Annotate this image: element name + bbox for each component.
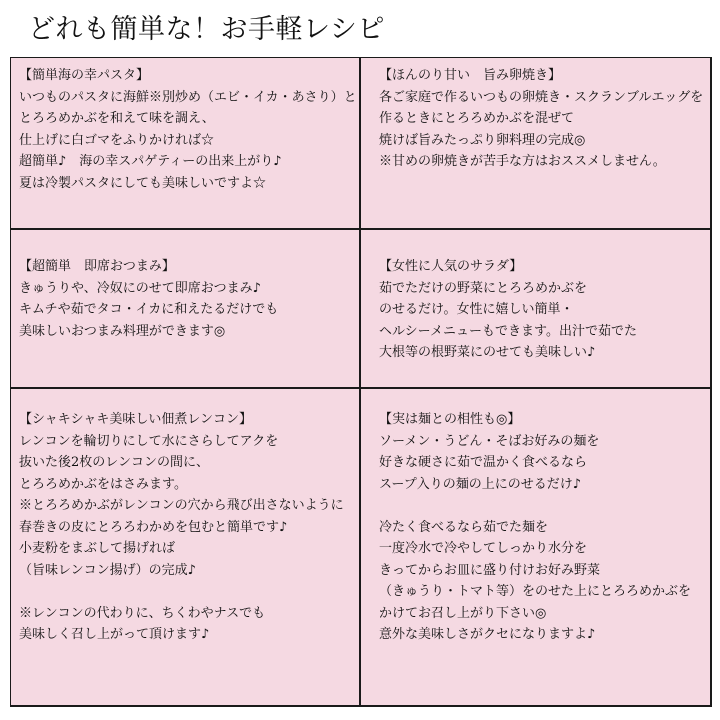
- recipe-text-line: 各ご家庭で作るいつもの卵焼き・スクランブルエッグを: [379, 89, 704, 105]
- recipe-card-instant-snack: [11, 230, 359, 387]
- recipe-text-line: 冷たく食べるなら茹でた麺を: [379, 519, 549, 535]
- recipe-text-line: ※甘めの卵焼きが苦手な方はおススメしません。: [379, 154, 666, 169]
- recipe-card-egg-roll: [361, 58, 710, 228]
- recipe-text-line: 茹でただけの野菜にとろろめかぶを: [379, 280, 588, 296]
- recipe-text-line: いつものパスタに海鮮※別炒め（エビ・イカ・あさり）と: [19, 89, 357, 105]
- recipe-grid: [10, 57, 712, 707]
- recipe-text-line: 意外な美味しさがクセになりますよ♪: [379, 627, 596, 642]
- recipe-card-seafood-pasta: [11, 58, 359, 228]
- recipe-card-noodles: [361, 389, 710, 705]
- recipe-text-line: かけてお召し上がり下さい◎: [379, 605, 547, 621]
- recipe-heading: 【簡単海の幸パスタ】: [19, 68, 150, 83]
- recipe-text-line: （旨味レンコン揚げ）の完成♪: [19, 562, 196, 578]
- recipe-text-line: 抜いた後2枚のレンコンの間に、: [19, 455, 209, 470]
- recipe-text-line: 作るときにとろろめかぶを混ぜて: [379, 111, 575, 126]
- page-title: どれも簡単な！お手軽レシピ: [28, 14, 385, 45]
- recipe-text-line: 大根等の根野菜にのせても美味しい♪: [379, 345, 596, 360]
- recipe-text-line: スープ入りの麺の上にのせるだけ♪: [379, 476, 581, 492]
- recipe-text-line: 焼けば旨みたっぷり卵料理の完成◎: [379, 132, 586, 148]
- recipe-heading: 【女性に人気のサラダ】: [379, 259, 523, 274]
- recipe-text-line: キムチや茹でタコ・イカに和えたるだけでも: [19, 302, 279, 317]
- recipe-card-salad: [361, 230, 710, 387]
- recipe-text-line: （きゅうり・トマト等）をのせた上にとろろめかぶを: [379, 584, 692, 599]
- recipe-text-line: 夏は冷製パスタにしても美味しいですよ☆: [19, 175, 267, 191]
- recipe-text-line: きってからお皿に盛り付けお好み野菜: [379, 562, 601, 578]
- recipe-text-line: 一度冷水で冷やしてしっかり水分を: [379, 541, 588, 556]
- recipe-text-line: 美味しく召し上がって頂けます♪: [19, 627, 210, 642]
- recipe-heading: 【ほんのり甘い 旨み卵焼き】: [379, 68, 562, 83]
- recipe-text-line: ソーメン・うどん・そばお好みの麺を: [379, 433, 600, 449]
- recipe-text-line: 好きな硬さに茹で温かく食べるなら: [379, 455, 588, 470]
- recipe-text-line: 春巻きの皮にとろろわかめを包むと簡単です♪: [19, 519, 288, 535]
- recipe-text-line: きゅうりや、冷奴にのせて即席おつまみ♪: [19, 280, 261, 296]
- recipe-text-line: レンコンを輪切りにして水にさらしてアクを: [19, 433, 279, 449]
- recipe-text-line: ※レンコンの代わりに、ちくわやナスでも: [19, 605, 266, 621]
- recipe-text-line: のせるだけ。女性に嬉しい簡単・: [379, 302, 574, 317]
- recipe-text-line: ヘルシーメニューもできます。出汁で茹でた: [379, 323, 637, 339]
- recipe-text-line: 超簡単♪ 海の幸スパゲティーの出来上がり♪: [19, 154, 282, 169]
- recipe-heading: 【実は麺との相性も◎】: [379, 412, 521, 427]
- recipe-text-line: とろろめかぶを和えて味を調え、: [19, 111, 215, 126]
- recipe-heading: 【超簡単 即席おつまみ】: [19, 259, 175, 274]
- recipe-text-line: とろろめかぶをはさみます。: [19, 476, 187, 492]
- blank-line: [379, 495, 702, 517]
- recipe-text-line: 美味しいおつまみ料理ができます◎: [19, 323, 226, 339]
- recipe-text-line: 仕上げに白ゴマをふりかければ☆: [19, 132, 215, 148]
- recipe-text-line: 小麦粉をまぶして揚げれば: [19, 541, 176, 556]
- blank-line: [19, 581, 351, 603]
- recipe-heading: 【シャキシャキ美味しい佃煮レンコン】: [19, 412, 253, 427]
- recipe-card-lotus-root: [11, 389, 359, 705]
- recipe-text-line: ※とろろめかぶがレンコンの穴から飛び出さないように: [19, 498, 344, 513]
